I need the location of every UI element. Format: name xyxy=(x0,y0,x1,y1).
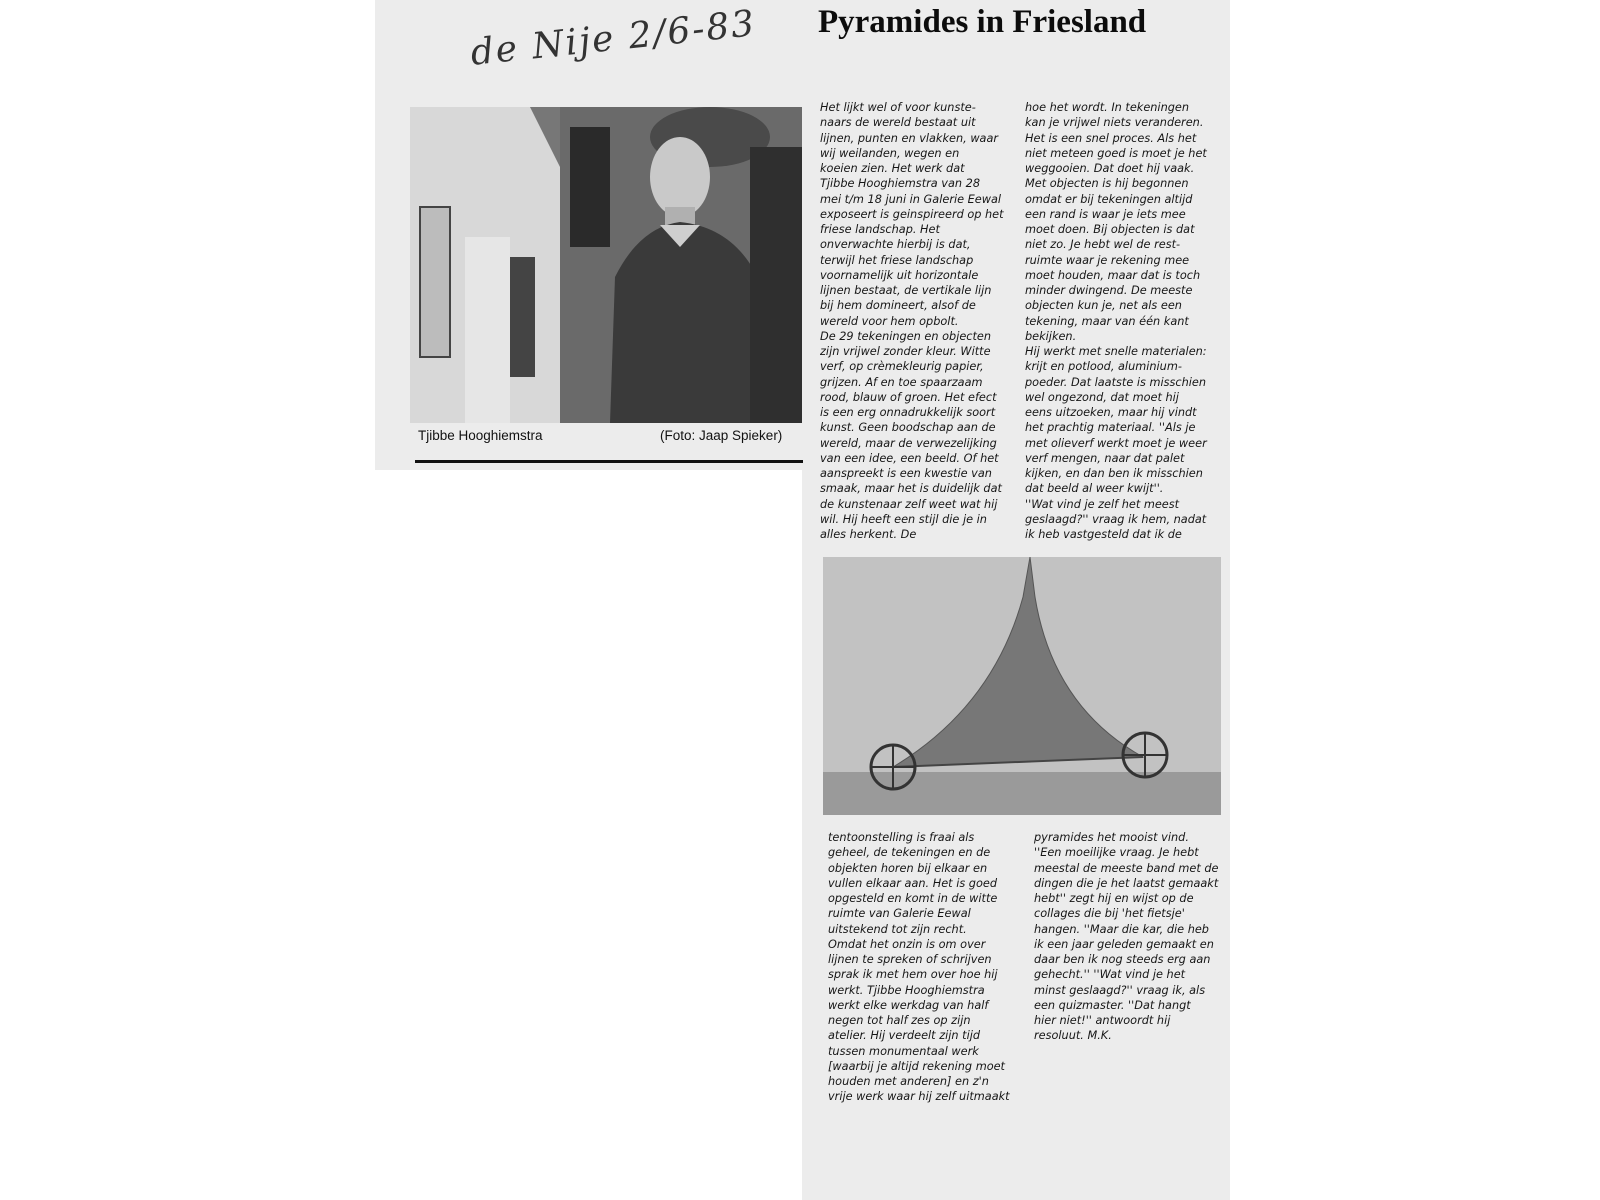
article-line: Hij werkt met snelle materialen: xyxy=(1025,345,1207,358)
article-line: ik heb vastgesteld dat ik de xyxy=(1025,528,1182,541)
article-line: kan je vrijwel niets veranderen. xyxy=(1025,116,1204,130)
pyramid-cart-drawing xyxy=(823,557,1221,815)
sculpture-photo xyxy=(823,557,1221,815)
article-line: eens uitzoeken, maar hij vindt xyxy=(1025,406,1197,419)
article-line: collages die bij 'het fietsje' xyxy=(1034,907,1185,921)
article-line: daar ben ik nog steeds erg aan xyxy=(1034,953,1211,966)
article-line: hoe het wordt. In tekeningen xyxy=(1025,101,1190,114)
article-line: mei t/m 18 juni in Galerie Eewal xyxy=(820,192,1002,206)
article-line: tussen monumentaal werk xyxy=(828,1044,979,1058)
article-line: houden met anderen] en z'n xyxy=(828,1075,989,1088)
caption-rule xyxy=(415,460,803,463)
article-line: tentoonstelling is fraai als xyxy=(828,831,975,844)
article-column-4 xyxy=(1034,830,1218,1044)
article-line: ruimte waar je rekening mee xyxy=(1025,253,1190,267)
article-line: niet meteen goed is moet je het xyxy=(1025,146,1207,160)
article-line: met olieverf werkt moet je weer xyxy=(1025,436,1207,450)
article-line: wil. Hij heeft een stijl die je in xyxy=(820,512,987,526)
article-line: wereld voor hem opbolt. xyxy=(820,314,959,328)
article-line: een quizmaster. ''Dat hangt xyxy=(1034,998,1191,1012)
article-line: friese landschap. Het xyxy=(820,223,940,236)
article-line: moet doen. Bij objecten is dat xyxy=(1025,223,1195,236)
article-line: is een erg onnadrukkelijk soort xyxy=(820,406,996,419)
article-line: verf, op crèmekleurig papier, xyxy=(820,360,984,374)
article-line: kunst. Geen boodschap aan de xyxy=(820,421,996,435)
article-line: minder dwingend. De meeste xyxy=(1025,284,1193,297)
article-line: atelier. Hij verdeelt zijn tijd xyxy=(828,1029,981,1043)
article-line: vrije werk waar hij zelf uitmaakt xyxy=(828,1090,1010,1104)
article-line: poeder. Dat laatste is misschien xyxy=(1025,375,1207,389)
article-line: voornamelijk uit horizontale xyxy=(820,268,979,282)
article-line: gehecht.'' ''Wat vind je het xyxy=(1034,968,1186,982)
article-line: wel ongezond, dat moet hij xyxy=(1025,390,1179,404)
article-line: hebt'' zegt hij en wijst op de xyxy=(1034,892,1194,905)
article-line: bekijken. xyxy=(1025,329,1077,343)
article-line: aanspreekt is een kwestie van xyxy=(820,467,992,480)
article-line: grijzen. Af en toe spaarzaam xyxy=(820,375,983,389)
article-line: geheel, de tekeningen en de xyxy=(828,846,991,860)
article-line: een rand is waar je iets mee xyxy=(1025,207,1186,221)
headline: Pyramides in Friesland xyxy=(818,4,1147,40)
article-line: geslaagd?'' vraag ik hem, nadat xyxy=(1025,512,1207,526)
article-line: uitstekend tot zijn recht. xyxy=(828,922,967,936)
article-line: dingen die je het laatst gemaakt xyxy=(1034,876,1219,890)
article-line: ''Een moeilijke vraag. Je hebt xyxy=(1034,846,1199,860)
gallery-scene-drawing xyxy=(410,107,802,423)
article-line: niet zo. Je hebt wel de rest- xyxy=(1025,238,1181,252)
article-column-1 xyxy=(820,100,1004,542)
article-line: vullen elkaar aan. Het is goed xyxy=(828,876,998,890)
article-line: Tjibbe Hooghiemstra van 28 xyxy=(820,177,981,191)
article-line: hangen. ''Maar die kar, die heb xyxy=(1034,922,1209,936)
article-line: ''Wat vind je zelf het meest xyxy=(1025,497,1180,511)
article-line: pyramides het mooist vind. xyxy=(1034,831,1189,844)
article-line: Omdat het onzin is om over xyxy=(828,937,986,951)
article-line: naars de wereld bestaat uit xyxy=(820,116,976,130)
article-line: hier niet!'' antwoordt hij xyxy=(1034,1014,1171,1027)
article-line: het prachtig materiaal. ''Als je xyxy=(1025,421,1196,435)
article-line: krijt en potlood, aluminium- xyxy=(1025,360,1182,374)
article-line: Het is een snel proces. Als het xyxy=(1025,131,1197,145)
article-line: werkt elke werkdag van half xyxy=(828,998,989,1012)
article-line: opgesteld en komt in de witte xyxy=(828,892,998,905)
article-line: lijnen bestaat, de vertikale lijn xyxy=(820,284,992,297)
article-line: Het lijkt wel of voor kunste- xyxy=(820,101,976,114)
article-line: weggooien. Dat doet hij vaak. xyxy=(1025,162,1195,175)
article-line: De 29 tekeningen en objecten xyxy=(820,329,992,343)
article-line: lijnen, punten en vlakken, waar xyxy=(820,131,999,145)
article-line: van een idee, een beeld. Of het xyxy=(820,451,999,465)
article-line: werkt. Tjibbe Hooghiemstra xyxy=(828,983,985,997)
article-line: de kunstenaar zelf weet wat hij xyxy=(820,497,998,511)
article-line: omdat er bij tekeningen altijd xyxy=(1025,192,1193,206)
article-column-3 xyxy=(828,830,1010,1105)
article-line: koeien zien. Het werk dat xyxy=(820,162,965,175)
blank-area xyxy=(375,470,802,1200)
article-line: bij hem domineert, alsof de xyxy=(820,299,976,313)
article-line: meestal de meeste band met de xyxy=(1034,861,1219,875)
article-line: lijnen te spreken of schrijven xyxy=(828,953,992,966)
article-line: dat beeld al weer kwijt''. xyxy=(1025,482,1164,496)
article-column-2 xyxy=(1025,100,1207,542)
article-line: ik een jaar geleden gemaakt en xyxy=(1034,937,1214,951)
handwritten-note: de Nije 2/6-83 xyxy=(468,3,758,74)
article-line: objecten kun je, net als een xyxy=(1025,299,1182,313)
article-line: zijn vrijwel zonder kleur. Witte xyxy=(820,345,991,358)
article-line: onverwachte hierbij is dat, xyxy=(820,238,971,252)
article-line: verf mengen, naar dat palet xyxy=(1025,451,1185,465)
article-line: resoluut. M.K. xyxy=(1034,1029,1112,1043)
article-line: alles herkent. De xyxy=(820,528,917,541)
article-line: minst geslaagd?'' vraag ik, als xyxy=(1034,983,1206,997)
article-line: sprak ik met hem over hoe hij xyxy=(828,968,998,982)
article-line: negen tot half zes op zijn xyxy=(828,1014,971,1027)
article-line: tekening, maar van één kant xyxy=(1025,314,1189,328)
article-line: terwijl het friese landschap xyxy=(820,253,974,267)
photo-caption-subject: Tjibbe Hooghiemstra xyxy=(418,428,543,443)
article-line: rood, blauw of groen. Het efect xyxy=(820,390,997,404)
article-line: Met objecten is hij begonnen xyxy=(1025,177,1189,191)
article-line: ruimte van Galerie Eewal xyxy=(828,907,971,921)
article-line: wereld, maar de verwezelijking xyxy=(820,436,997,450)
portrait-photo xyxy=(410,107,802,423)
article-line: smaak, maar het is duidelijk dat xyxy=(820,482,1002,496)
article-line: exposeert is geinspireerd op het xyxy=(820,207,1004,221)
article-line: kijken, en dan ben ik misschien xyxy=(1025,467,1203,480)
article-line: [waarbij je altijd rekening moet xyxy=(828,1059,1005,1073)
article-line: objekten horen bij elkaar en xyxy=(828,861,988,875)
article-line: moet houden, maar dat is toch xyxy=(1025,268,1201,282)
article-line: wij weilanden, wegen en xyxy=(820,146,960,160)
photo-caption-credit: (Foto: Jaap Spieker) xyxy=(660,428,783,443)
